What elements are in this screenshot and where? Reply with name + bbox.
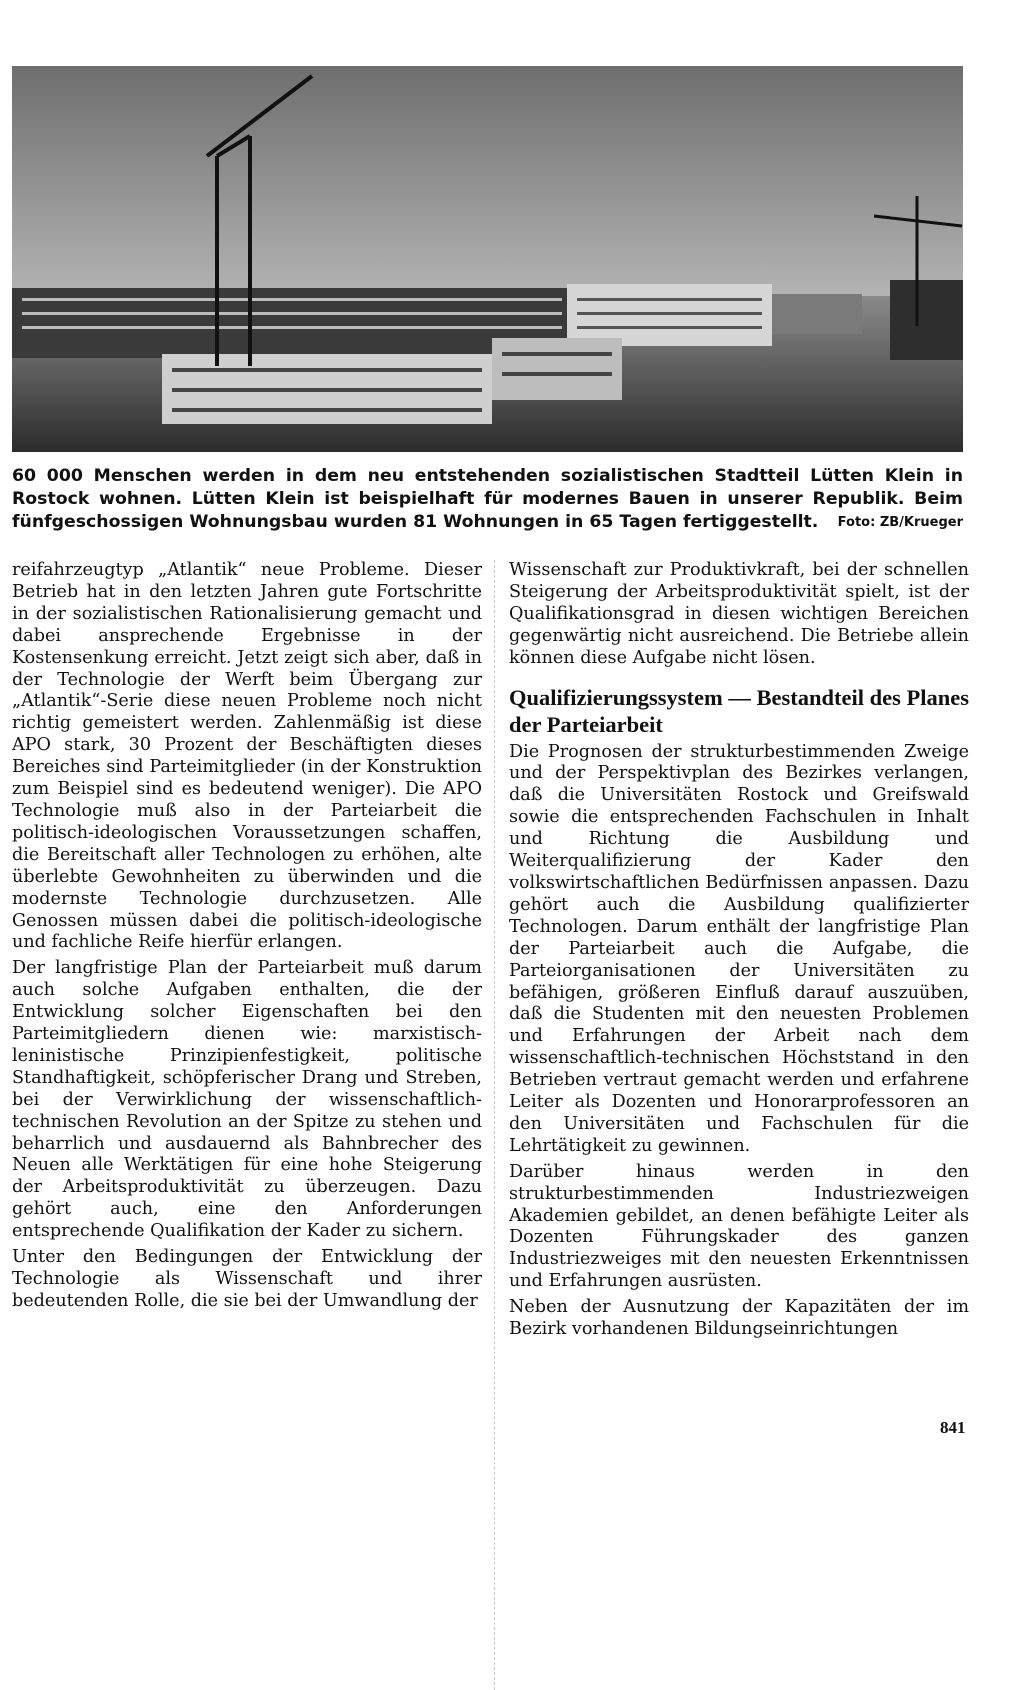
- paragraph: Neben der Ausnutzung der Kapazitäten der im Bezirk vorhandenen Bildungseinrichtungen: [509, 1297, 969, 1340]
- photo-caption: 60 000 Menschen werden in dem neu entstehenden sozialistischen Stadtteil Lütten Klein in Rostock wohnen. Lütten Klein ist beispielhaft für modernes Bauen in unserer Republik. Beim fünfgeschossigen Wohnungsbau wurden 81 Wohnungen in 65 Tagen fertiggestellt.: [12, 466, 963, 532]
- photo-illustration: [12, 66, 963, 452]
- right-column: [509, 560, 969, 1345]
- section-heading: Qualifizierungssystem — Bestandteil des Planes der Parteiarbeit: [509, 684, 969, 737]
- building-block-distant: [772, 294, 862, 334]
- paragraph: Darüber hinaus werden in den strukturbestimmenden Industriezweigen Akademien gebildet, an denen befähigte Leiter als Dozenten Führungskader des ganzen Industriezweiges mit den neuesten Erkenntnissen und Erfahrungen ausrüsten.: [509, 1161, 969, 1292]
- building-block-right: [890, 280, 963, 360]
- paragraph: Wissenschaft zur Produktivkraft, bei der schnellen Steigerung der Arbeitsproduktivität spielt, ist der Qualifikationsgrad in diesen wichtigen Bereichen gegenwärtig nicht ausreichend. Die Betriebe allein können diese Aufgabe nicht lösen.: [509, 560, 969, 668]
- left-column: [12, 560, 482, 1317]
- paragraph: Unter den Bedingungen der Entwicklung der Technologie als Wissenschaft und ihrer bedeutenden Rolle, die sie bei der Umwandlung der: [12, 1247, 482, 1311]
- photo-credit: Foto: ZB/Krueger: [837, 515, 963, 530]
- building-block-front-right: [492, 338, 622, 400]
- paragraph: Der langfristige Plan der Parteiarbeit muß darum auch solche Aufgaben enthalten, die der Entwicklung solcher Eigenschaften bei den Parteimitgliedern dienen wie: marxistisch-leninistische Prinzipienfestigkeit, politische Standhaftigkeit, schöpferischer Drang und Streben, bei der Verwirklichung der wissenschaftlich-technischen Revolution an der Spitze zu stehen und beharrlich und ausdauernd als Bahnbrecher des Neuen alle Werktätigen für eine hohe Steigerung der Arbeitsproduktivität zu überzeugen. Dazu gehört auch, eine den Anforderungen entsprechende Qualifikation der Kader zu sichern.: [12, 958, 482, 1242]
- paragraph: Die Prognosen der strukturbestimmenden Zweige und der Perspektivplan des Bezirkes verlangen, daß die Universitäten Rostock und Greifswald sowie die entsprechenden Fachschulen in Inhalt und Richtung die Ausbildung und Weiterqualifizierung der Kader den volkswirtschaftlichen Bedürfnissen anpassen. Dazu gehört auch die Ausbildung qualifizierter Technologen. Darum enthält der langfristige Plan der Parteiarbeit auch die Aufgabe, die Parteiorganisationen der Universitäten zu befähigen, größeren Einfluß darauf auszuüben, daß die Studenten mit den neuesten Problemen und Erfahrungen der Arbeit nach dem wissenschaftlich-technischen Höchststand in den Betrieben vertraut gemacht werden und erfahrene Leiter als Dozenten und Honorarprofessoren an den Universitäten und Fachschulen für die Lehrtätigkeit zu gewinnen.: [509, 741, 969, 1156]
- construction-site-photo: [12, 66, 963, 452]
- paragraph: reifahrzeugtyp „Atlantik“ neue Probleme. Dieser Betrieb hat in den letzten Jahren gute Fortschritte in der sozialistischen Rationalisierung gemacht und dabei ansprechende Ergebnisse in der Kostensenkung erreicht. Jetzt zeigt sich aber, daß in der Technologie der Werft beim Übergang zur „Atlantik“-Serie diese neuen Probleme noch nicht richtig gemeistert werden. Zahlenmäßig ist diese APO stark, 30 Prozent der Beschäftigten dieses Bereiches sind Parteimitglieder (in der Konstruktion zum Beispiel sind es bedeutend weniger). Die APO Technologie muß also in der Parteiarbeit die politisch-ideologischen Voraussetzungen schaffen, die Bereitschaft aller Technologen zu erhöhen, alte überlebte Gewohnheiten zu überwinden und die modernste Technologie durchzusetzen. Alle Genossen müssen dabei die politisch-ideologische und fachliche Reife hierfür erlangen.: [12, 560, 482, 953]
- column-divider: [494, 560, 495, 1690]
- page-number: 841: [940, 1418, 966, 1437]
